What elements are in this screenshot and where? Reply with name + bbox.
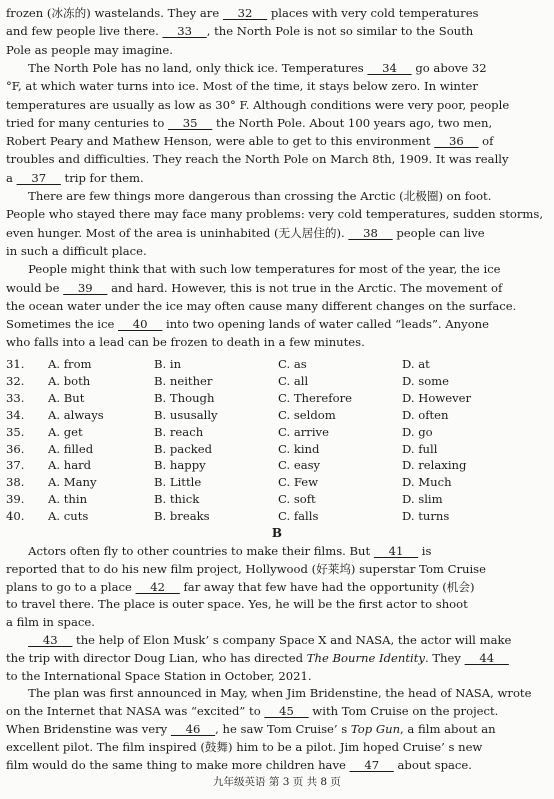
passage-a-line: temperatures are usually as low as 30° F. Although conditions were very poor, people	[6, 97, 510, 112]
option-b[interactable]: B. in	[154, 357, 182, 371]
passage-b-line: When Bridenstine was very 46 , he saw Tom Cruise’ s Top Gun, a film about an	[6, 722, 496, 736]
passage-a-line: People might think that with such low temperatures for most of the year, the ice	[6, 262, 501, 277]
option-d[interactable]: D. often	[402, 407, 449, 422]
option-d[interactable]: D. at	[402, 357, 430, 371]
question-options-row	[6, 390, 548, 407]
passage-a-line: There are few things more dangerous than crossing the Arctic (北极圈) on foot.	[6, 189, 492, 203]
option-b[interactable]: B. reach	[154, 424, 204, 439]
option-a[interactable]: A. always	[48, 407, 104, 422]
passage-b-line: to the International Space Station in October, 2021.	[6, 668, 312, 683]
option-b[interactable]: B. thick	[154, 492, 200, 507]
answer-blank-35[interactable]: 35	[168, 115, 213, 130]
option-b[interactable]: B. ususally	[154, 407, 218, 422]
passage-a-line: frozen (冰冻的) wastelands. They are 32 places with very cold temperatures	[6, 6, 479, 20]
passage-b-line: plans to go to a place 42 far away that few have had the opportunity (机会)	[6, 579, 475, 594]
section-b-label: B	[271, 526, 283, 540]
answer-blank-46[interactable]: 46	[170, 722, 216, 736]
question-options-row	[6, 424, 548, 441]
question-number: 36.	[6, 441, 25, 456]
question-options-row	[6, 508, 548, 525]
passage-a-line: and few people live there. 33 , the North Pole is not so similar to the South	[6, 24, 474, 39]
option-c[interactable]: C. falls	[278, 509, 319, 524]
answer-blank-38[interactable]: 38	[348, 225, 393, 240]
option-d[interactable]: D. However	[402, 390, 472, 405]
option-c[interactable]: C. easy	[278, 458, 321, 473]
question-number: 38.	[6, 475, 25, 490]
option-d[interactable]: D. slim	[402, 492, 443, 507]
option-d[interactable]: D. go	[402, 424, 433, 439]
option-c[interactable]: C. Therefore	[278, 390, 352, 405]
passage-b-line: the trip with director Doug Lian, who has directed The Bourne Identity. They 44	[6, 650, 509, 665]
question-number: 31.	[6, 357, 25, 371]
passage-b-line: on the Internet that NASA was “excited” to 45 with Tom Cruise on the project.	[6, 704, 499, 719]
passage-a-line: even hunger. Most of the area is uninhabited (无人居住的). 38 people can live	[6, 225, 485, 240]
option-b[interactable]: B. neither	[154, 373, 213, 388]
option-a[interactable]: A. get	[48, 424, 83, 439]
option-d[interactable]: D. Much	[402, 475, 452, 490]
question-options-row	[6, 373, 548, 390]
answer-blank-37[interactable]: 37	[16, 170, 61, 185]
passage-a-line: People who stayed there may face many problems: very cold temperatures, sudden storms,	[6, 207, 544, 222]
question-options-row	[6, 441, 548, 458]
option-c[interactable]: C. all	[278, 373, 309, 388]
option-a[interactable]: A. thin	[48, 492, 88, 507]
passage-b-line: 43 the help of Elon Musk’ s company Space X and NASA, the actor will make	[28, 633, 512, 647]
passage-a-line: in such a difficult place.	[6, 243, 147, 258]
passage-a-line: Pole as people may imagine.	[6, 42, 173, 57]
question-options-row	[6, 491, 548, 508]
passage-a-line: The North Pole has no land, only thick ice. Temperatures 34 go above 32	[6, 60, 487, 75]
answer-blank-34[interactable]: 34	[367, 60, 412, 75]
passage-a-line: who falls into a lead can be frozen to death in a few minutes.	[6, 335, 365, 350]
option-a[interactable]: A. cuts	[48, 509, 89, 524]
answer-blank-44[interactable]: 44	[464, 650, 509, 665]
question-number: 40.	[6, 509, 25, 524]
passage-b-line: excellent pilot. The film inspired (鼓舞) him to be a pilot. Jim hoped Cruise’ s new	[6, 739, 483, 754]
option-a[interactable]: A. But	[48, 390, 85, 405]
question-number: 37.	[6, 458, 25, 473]
passage-a-line: the ocean water under the ice may often cause many different changes on the surface.	[6, 298, 517, 313]
question-options-row	[6, 356, 548, 373]
passage-a-line: tried for many centuries to 35 the North Pole. About 100 years ago, two men,	[6, 115, 493, 130]
option-c[interactable]: C. kind	[278, 441, 320, 456]
option-c[interactable]: C. Few	[278, 475, 319, 490]
option-b[interactable]: B. Though	[154, 390, 215, 405]
option-d[interactable]: D. turns	[402, 509, 450, 524]
question-number: 32.	[6, 373, 25, 388]
option-b[interactable]: B. breaks	[154, 509, 210, 524]
passage-a-line: Robert Peary and Mathew Henson, were able to get to this environment 36 of	[6, 134, 494, 149]
answer-blank-47[interactable]: 47	[349, 757, 394, 772]
passage-a-line: Sometimes the ice 40 into two opening lands of water called “leads”. Anyone	[6, 317, 490, 332]
answer-blank-45[interactable]: 45	[264, 704, 309, 719]
passage-b-line: reported that to do his new film project, Hollywood (好莱坞) superstar Tom Cruise	[6, 561, 486, 576]
option-b[interactable]: B. Little	[154, 475, 202, 490]
passage-a-line: troubles and difficulties. They reach the North Pole on March 8th, 1909. It was really	[6, 152, 509, 167]
passage-b-line: The plan was first announced in May, when Jim Bridenstine, the head of NASA, wrote	[6, 686, 532, 701]
option-c[interactable]: C. arrive	[278, 424, 329, 439]
option-b[interactable]: B. happy	[154, 458, 206, 473]
question-options-row	[6, 474, 548, 491]
option-d[interactable]: D. some	[402, 373, 450, 388]
answer-blank-43[interactable]: 43	[28, 633, 73, 647]
option-a[interactable]: A. both	[48, 373, 91, 388]
option-d[interactable]: D. full	[402, 441, 438, 456]
option-c[interactable]: C. seldom	[278, 407, 336, 422]
option-a[interactable]: A. hard	[48, 458, 92, 473]
option-d[interactable]: D. relaxing	[402, 458, 467, 473]
option-a[interactable]: A. filled	[48, 441, 94, 456]
answer-blank-33[interactable]: 33	[162, 24, 207, 39]
passage-b-line: Actors often fly to other countries to make their films. But 41 is	[6, 544, 432, 558]
passage-a-line: °F, at which water turns into ice. Most of the time, it stays below zero. In winter	[6, 79, 478, 94]
option-c[interactable]: C. soft	[278, 492, 316, 507]
answer-blank-41[interactable]: 41	[373, 544, 419, 558]
answer-blank-42[interactable]: 42	[135, 579, 180, 594]
question-number: 35.	[6, 424, 25, 439]
option-a[interactable]: A. Many	[48, 475, 97, 490]
answer-blank-32[interactable]: 32	[222, 6, 268, 20]
answer-blank-36[interactable]: 36	[434, 134, 479, 149]
passage-b-line: a film in space.	[6, 615, 95, 630]
passage-b-line: to travel there. The place is outer space. Yes, he will be the first actor to shoot	[6, 597, 468, 612]
option-b[interactable]: B. packed	[154, 441, 213, 456]
question-options-row	[6, 457, 548, 474]
page-footer: 九年级英语 第 3 页 共 8 页	[213, 776, 341, 788]
passage-b-line: film would do the same thing to make more children have 47 about space.	[6, 757, 472, 772]
question-number: 34.	[6, 407, 25, 422]
question-number: 39.	[6, 492, 25, 507]
passage-a-line: would be 39 and hard. However, this is not true in the Arctic. The movement of	[6, 280, 503, 295]
answer-blank-40[interactable]: 40	[118, 317, 163, 332]
question-number: 33.	[6, 390, 25, 405]
passage-a-line: a 37 trip for them.	[6, 170, 144, 185]
option-c[interactable]: C. as	[278, 357, 307, 371]
answer-blank-39[interactable]: 39	[63, 280, 108, 295]
option-a[interactable]: A. from	[48, 357, 92, 371]
question-options-row	[6, 407, 548, 424]
